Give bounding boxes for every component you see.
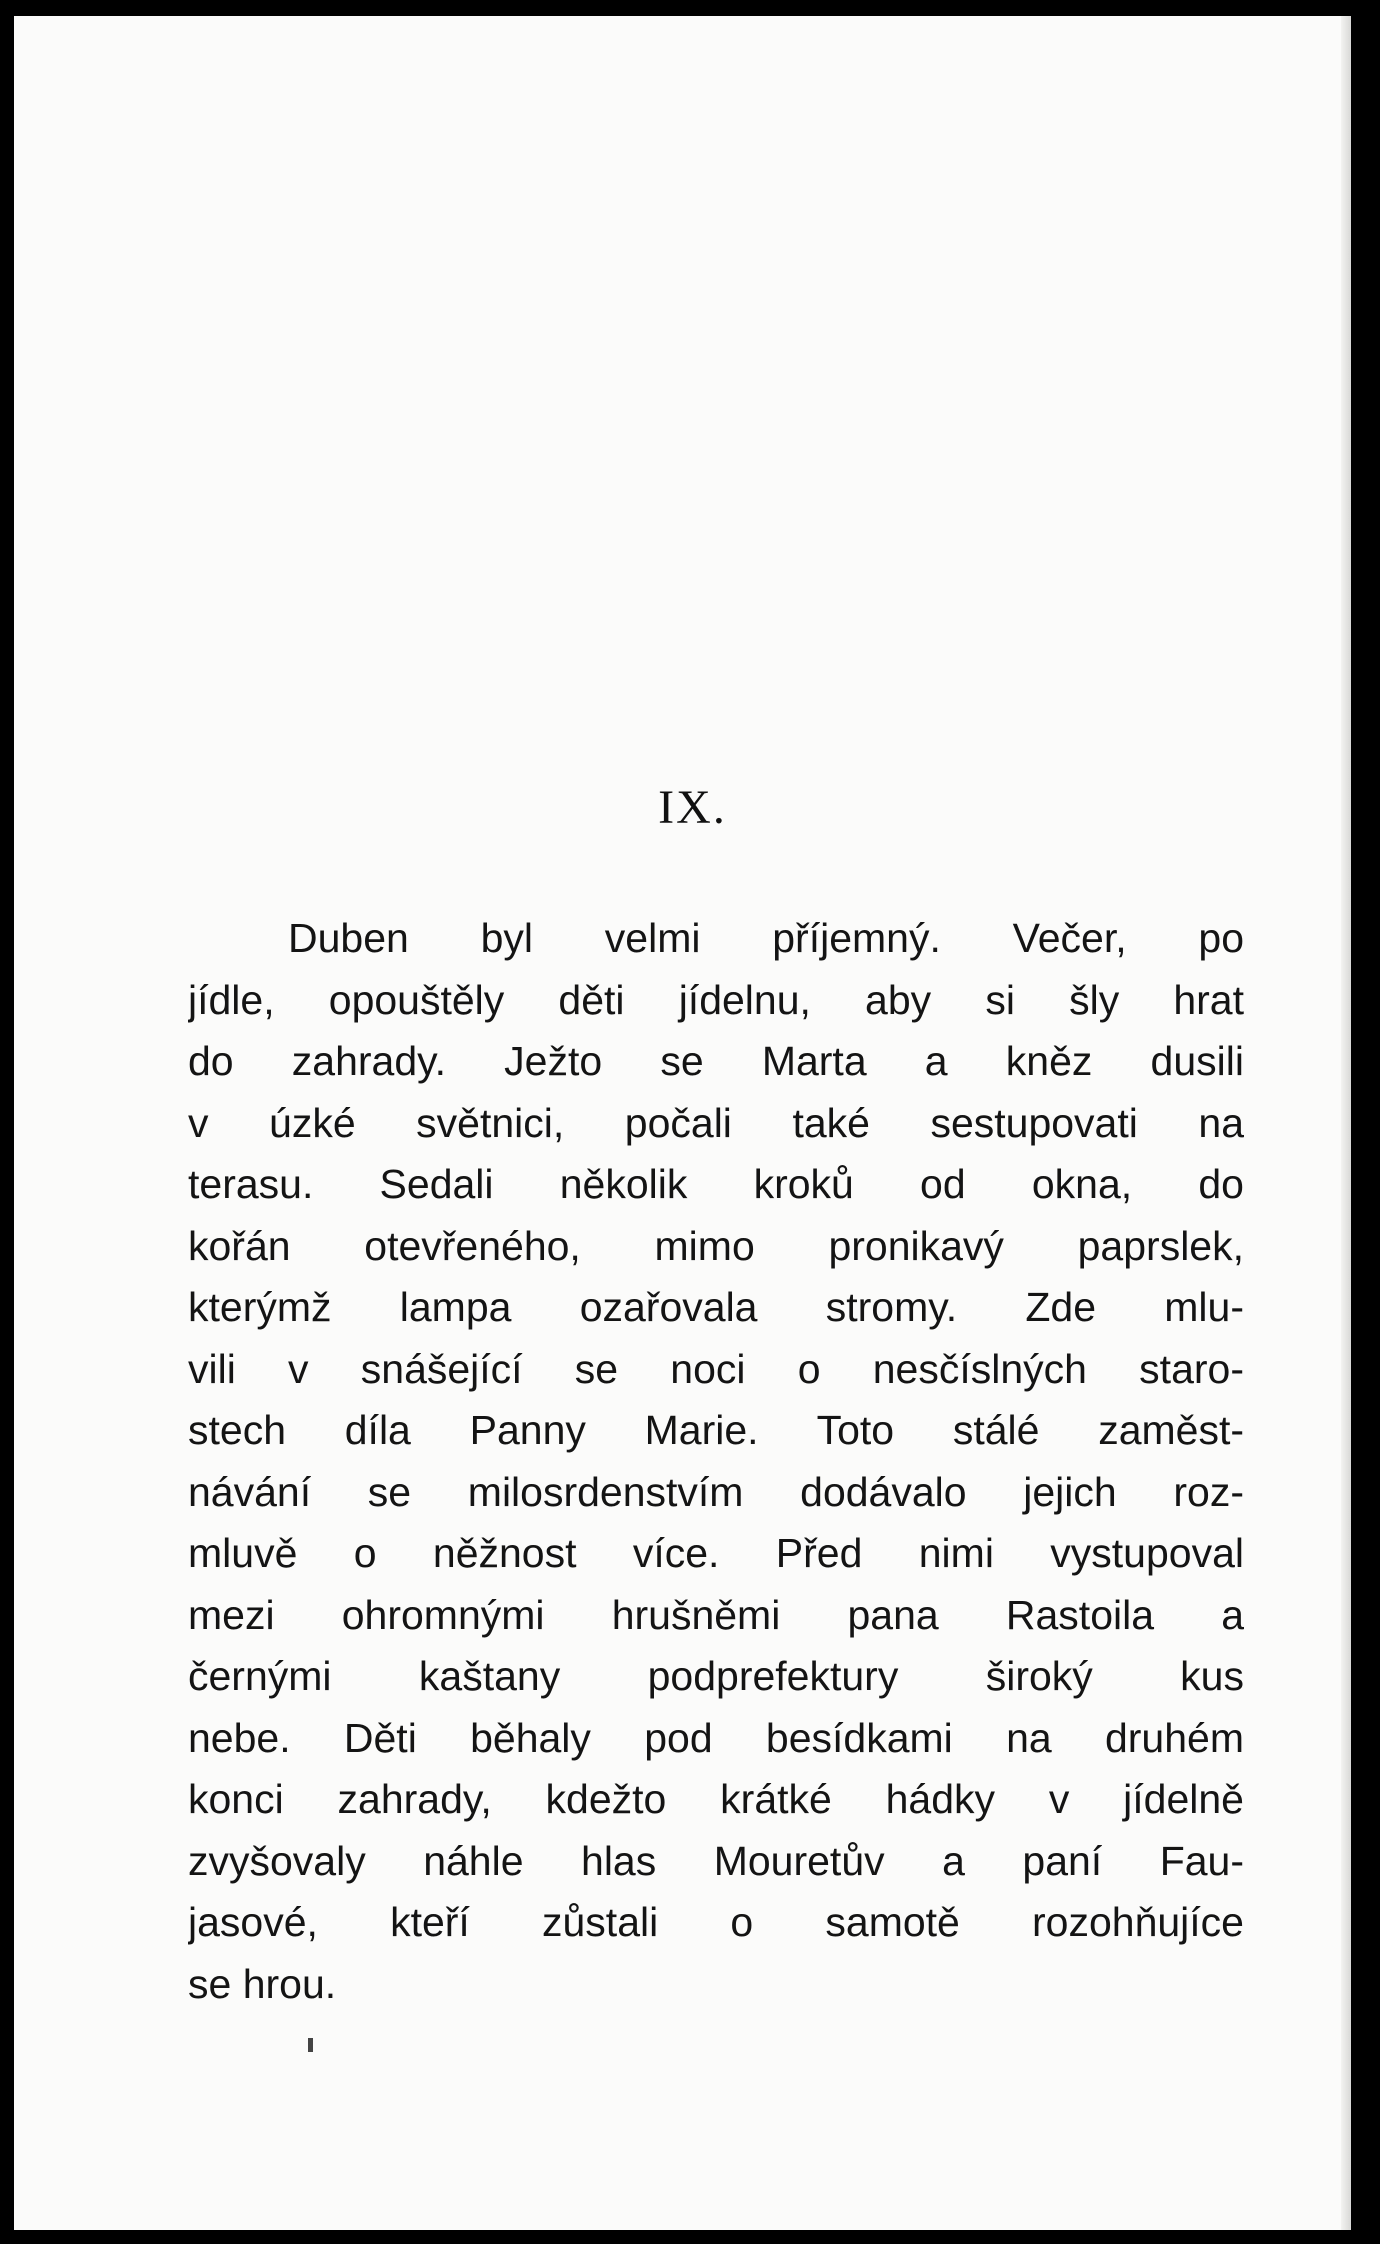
body-paragraph (188, 908, 1244, 2015)
text-line: Duben byl velmi příjemný. Večer, po (288, 915, 1244, 961)
text-line: nebe. Děti běhaly pod besídkami na druhém (188, 1714, 1244, 1761)
text-line: stech díla Panny Marie. Toto stálé zaměst- (188, 1407, 1244, 1453)
page-edge (1341, 16, 1351, 2230)
text-line: vili v snášející se noci o nesčíslných staro- (188, 1345, 1244, 1392)
ink-mark (308, 2038, 313, 2052)
text-line: kořán otevřeného, mimo pronikavý paprslek, (188, 1222, 1244, 1269)
text-line: zvyšovaly náhle hlas Mouretův a paní Fau- (188, 1837, 1244, 1884)
text-line: kterýmž lampa ozařovala stromy. Zde mlu- (188, 1284, 1244, 1330)
text-line: návání se milosrdenstvím dodávalo jejich roz- (188, 1468, 1244, 1515)
text-line: jídle, opouštěly děti jídelnu, aby si šly hrat (188, 976, 1244, 1023)
book-page (14, 16, 1351, 2230)
text-line: mezi ohromnými hrušněmi pana Rastoila a (188, 1591, 1244, 1638)
text-line: se hrou. (188, 1960, 337, 2007)
text-line: mluvě o něžnost více. Před nimi vystupoval (188, 1530, 1244, 1576)
text-line: do zahrady. Ježto se Marta a kněz dusili (188, 1038, 1244, 1084)
text-line: jasové, kteří zůstali o samotě rozohňujíce (188, 1899, 1244, 1945)
text-line: černými kaštany podprefektury široký kus (188, 1653, 1244, 1699)
chapter-heading: IX. (658, 781, 727, 834)
text-line: konci zahrady, kdežto krátké hádky v jídelně (188, 1776, 1244, 1822)
text-line: v úzké světnici, počali také sestupovati na (188, 1099, 1244, 1146)
text-line: terasu. Sedali několik kroků od okna, do (188, 1161, 1244, 1207)
